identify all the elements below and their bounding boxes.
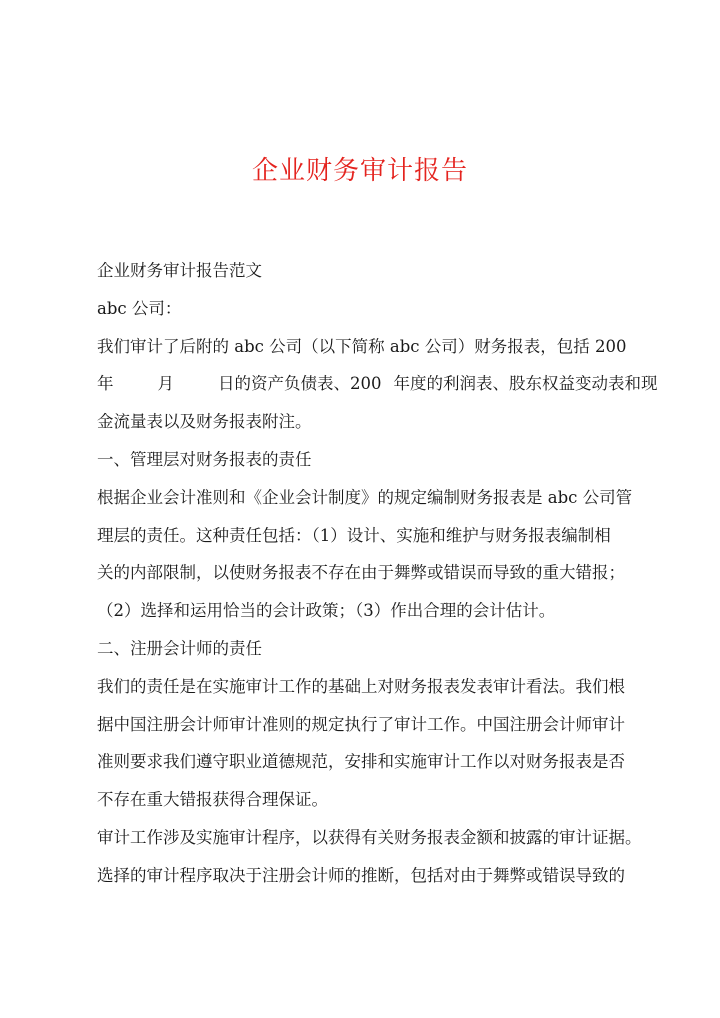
- paragraph-line: 金流量表以及财务报表附注。: [97, 412, 312, 432]
- document-body: [97, 252, 658, 895]
- section-heading-auditor: 二、注册会计师的责任: [97, 638, 262, 658]
- addressee-line: abc 公司：: [97, 298, 182, 318]
- paragraph-line: （2）选择和运用恰当的会计政策；（3）作出合理的会计估计。: [97, 601, 556, 621]
- paragraph-line: 据中国注册会计师审计准则的规定执行了审计工作。中国注册会计师审计: [97, 714, 625, 734]
- paragraph-line: 准则要求我们遵守职业道德规范，安排和实施审计工作以对财务报表是否: [97, 752, 625, 772]
- paragraph-line-date: [97, 365, 658, 403]
- section-heading-management: 一、管理层对财务报表的责任: [97, 449, 312, 469]
- paragraph-line: 审计工作涉及实施审计程序，以获得有关财务报表金额和披露的审计证据。: [97, 827, 642, 847]
- paragraph-line: 我们审计了后附的 abc 公司（以下简称 abc 公司）财务报表，包括 200: [97, 336, 627, 356]
- month-label: 月: [157, 374, 174, 394]
- paragraph-line: 选择的审计程序取决于注册会计师的推断，包括对由于舞弊或错误导致的: [97, 865, 625, 885]
- paragraph-line: 理层的责任。这种责任包括：（1）设计、实施和维护与财务报表编制相: [97, 525, 611, 545]
- paragraph-line: 我们的责任是在实施审计工作的基础上对财务报表发表审计看法。我们根: [97, 676, 625, 696]
- paragraph-line: 关的内部限制，以使财务报表不存在由于舞弊或错误而导致的重大错报；: [97, 563, 625, 583]
- paragraph-line: 根据企业会计准则和《企业会计制度》的规定编制财务报表是 abc 公司管: [97, 487, 633, 507]
- year-label: 年: [97, 374, 114, 394]
- paragraph-line: 不存在重大错报获得合理保证。: [97, 790, 328, 810]
- document-title: 企业财务审计报告: [251, 156, 468, 186]
- subtitle-line: 企业财务审计报告范文: [97, 261, 262, 280]
- day-label: 日的资产负债表、200: [218, 374, 382, 394]
- year-income-label: 年度的利润表、股东权益变动表和现: [393, 374, 658, 394]
